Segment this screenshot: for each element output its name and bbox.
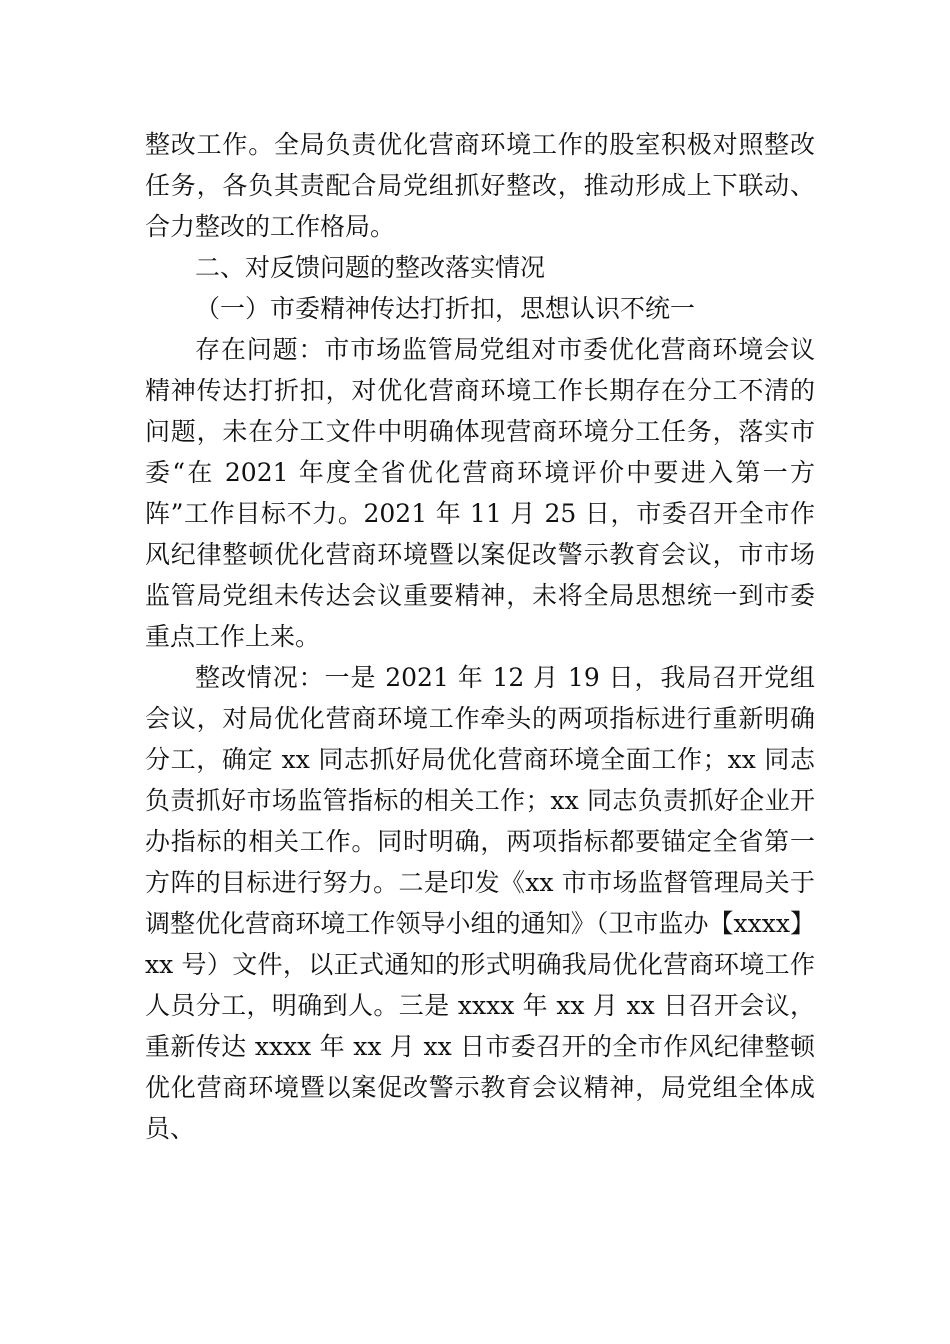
section-heading: 二、对反馈问题的整改落实情况 (195, 253, 546, 282)
paragraph-intro-continuation: 整改工作。全局负责优化营商环境工作的股室积极对照整改任务，各负其责配合局党组抓好整改，推动形成上下联动、 合力整改的工作格局。 (145, 130, 815, 241)
subsection-heading: （一）市委精神传达打折扣，思想认识不统一 (195, 294, 696, 323)
paragraph-existing-problems: 存在问题：市市场监管局党组对市委优化营商环境会议精神传达打折扣，对优化营商环境工作长期存在分工不清的问题，未在分工文件中明确体现营商环境分工任务，落实市委“在 2021 年度全省优化营商环境评价中要进入第一方阵”工作目标不力。2021 年 11 月 25 日，市委召开全市作风纪律整顿优化营商环境暨以案促改警示教育会议，市市场监管局党组未传达会议重要精神，未将全局思想统一到市委重点工作上来。 (145, 335, 815, 651)
paragraph-rectification-status: 整改情况：一是 2021 年 12 月 19 日，我局召开党组会议，对局优化营商环境工作牵头的两项指标进行重新明确分工，确定 xx 同志抓好局优化营商环境全面工作；xx 同志负责抓好市场监管指标的相关工作；xx 同志负责抓好企业开办指标的相关工作。同时明确，两项指标都要锚定全省第一方阵的目标进行努力。二是印发《xx 市市场监督管理局关于调整优化营商环境工作领导小组的通知》（卫市监办【xxxx】xx 号）文件，以正式通知的形式明确我局优化营商环境工作人员分工，明确到人。三是 xxxx 年 xx 月 xx 日召开会议，重新传达 xxxx 年 xx 月 xx 日市委召开的全市作风纪律整顿优化营商环境暨以案促改警示教育会议精神，局党组全体成员、 (145, 663, 815, 1143)
document-body (145, 124, 815, 1149)
